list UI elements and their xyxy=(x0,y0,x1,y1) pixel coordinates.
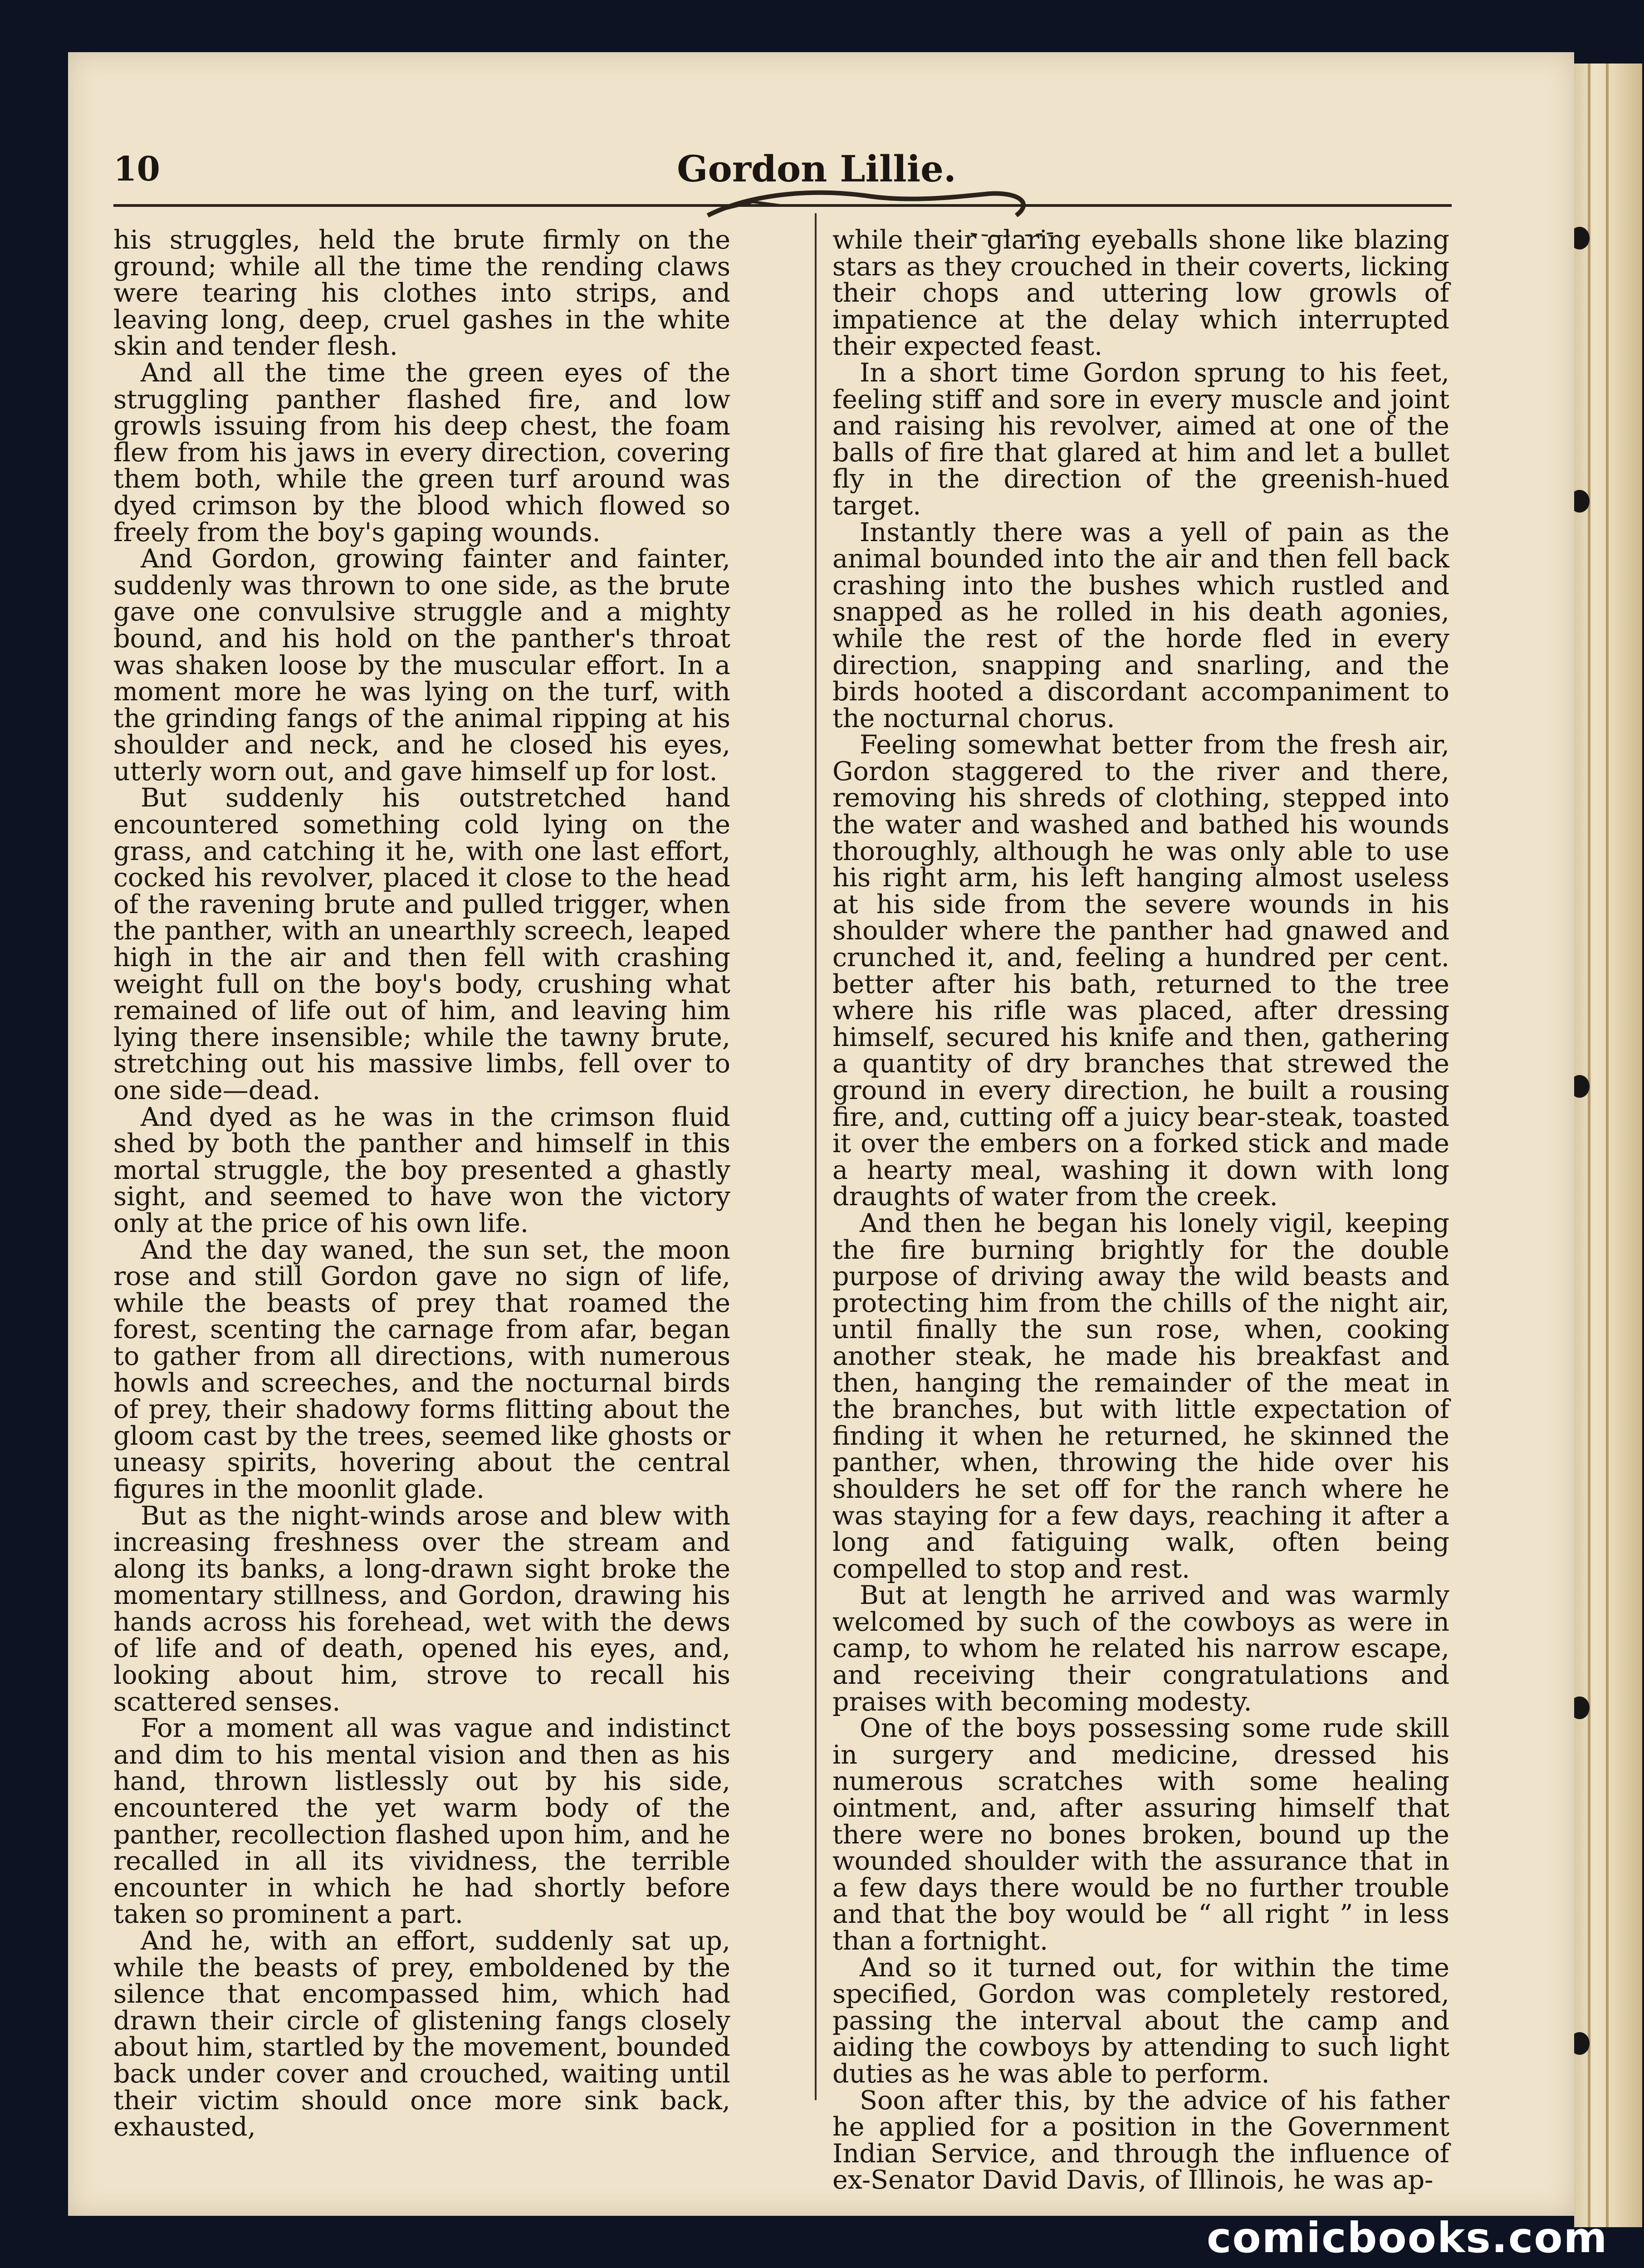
paragraph: And Gordon, growing fainter and fainter, suddenly was thrown to one side, as the brute gave one convulsive struggle and a mighty bound, and his hold on the panther's throat was shaken loose by the muscular effort. In a moment more he was lying on the turf, with the grinding fangs of the animal ripping at his shoulder and neck, and he closed his eyes, utterly worn out, and gave himself up for lost. xyxy=(113,544,730,787)
staple-hole xyxy=(1574,490,1590,513)
paragraph: And he, with an effort, suddenly sat up, while the beasts of prey, emboldened by the silence that encompassed him, which had drawn their circle of glistening fangs closely about him, startled by the movement, bounded back under cover and crouched, waiting until their victim should once more sink back, exhausted, xyxy=(113,1926,730,2142)
paragraph: And so it turned out, for within the time specified, Gordon was completely restored, passing the interval about the camp and aiding the cowboys by attending to such light duties as he was able to perform. xyxy=(832,1952,1449,2089)
staple-hole xyxy=(1574,227,1590,249)
column-divider xyxy=(815,213,817,2100)
header-rule xyxy=(113,204,1452,207)
paragraph: while their glaring eyeballs shone like blazing stars as they crouched in their coverts, licking their chops and uttering low growls of impatience at the delay which interrupted their expected feast. xyxy=(832,225,1449,362)
book-spine xyxy=(1574,64,1642,2227)
paragraph: And all the time the green eyes of the struggling panther flashed fire, and low growls issuing from his deep chest, the foam flew from his jaws in every direction, covering them both, while the green turf around was dyed crimson by the blood which flowed so freely from the boy's gaping wounds. xyxy=(113,357,730,547)
paragraph: Soon after this, by the advice of his father he applied for a position in the Government Indian Service, and through the influence of ex-Senator David Davis, of Illinois, he was ap- xyxy=(832,2085,1449,2195)
paragraph: his struggles, held the brute firmly on the ground; while all the time the rending claws were tearing his clothes into strips, and leaving long, deep, cruel gashes in the white skin and tender flesh. xyxy=(113,225,730,362)
staple-hole xyxy=(1574,1075,1590,1098)
paragraph: But as the night-winds arose and blew with increasing freshness over the stream and along its banks, a long-drawn sight broke the momentary stillness, and Gordon, drawing his hands across his forehead, wet with the dews of life and of death, opened his eyes, and, looking about him, strove to recall his scattered senses. xyxy=(113,1501,730,1717)
paragraph: For a moment all was vague and indistinct and dim to his mental vision and then as his hand, thrown listlessly out by his side, encountered the yet warm body of the panther, recollection flashed upon him, and he recalled in all its vividness, the terrible encounter in which he had shortly before taken so prominent a part. xyxy=(113,1713,730,1930)
paragraph: And the day waned, the sun set, the moon rose and still Gordon gave no sign of life, while the beasts of prey that roamed the forest, scenting the carnage from afar, began to gather from all directions, with numerous howls and screeches, and the nocturnal birds of prey, their shadowy forms flitting about the gloom cast by the trees, seemed like ghosts or uneasy spirits, hovering about the central figures in the moonlit glade. xyxy=(113,1235,730,1504)
paragraph: Feeling somewhat better from the fresh air, Gordon staggered to the river and there, removing his shreds of clothing, stepped into the water and washed and bathed his wounds thoroughly, although he was only able to use his right arm, his left hanging almost useless at his side from the severe wounds in his shoulder where the panther had gnawed and crunched it, and, feeling a hundred per cent. better after his bath, returned to the tree where his rifle was placed, after dressing himself, secured his knife and then, gathering a quantity of dry branches that strewed the ground in every direction, he built a rousing fire, and, cutting off a juicy bear-steak, toasted it over the embers on a forked stick and made a hearty meal, washing it down with long draughts of water from the creek. xyxy=(832,730,1449,1212)
staple-hole xyxy=(1574,1696,1590,1719)
page-number: 10 xyxy=(113,150,160,189)
paragraph: And dyed as he was in the crimson fluid shed by both the panther and himself in this mortal struggle, the boy presented a ghastly sight, and seemed to have won the victory only at the price of his own life. xyxy=(113,1102,730,1238)
paragraph: One of the boys possessing some rude skill in surgery and medicine, dressed his numerous scratches with some healing ointment, and, after assuring himself that there were no bones broken, bound up the wounded shoulder with the assurance that in a few days there would be no further trouble and that the boy would be “ all right ” in less than a fortnight. xyxy=(832,1713,1449,1956)
site-watermark: comicbooks.com xyxy=(1207,2214,1608,2262)
paragraph: But at length he arrived and was warmly welcomed by such of the cowboys as were in camp, to whom he related his narrow escape, and receiving their congratulations and praises with becoming modesty. xyxy=(832,1580,1449,1717)
paragraph: But suddenly his outstretched hand encountered something cold lying on the grass, and catching it he, with one last effort, cocked his revolver, placed it close to the head of the ravening brute and pulled trigger, when the panther, with an unearthly screech, leaped high in the air and then fell with crashing weight full on the boy's body, crushing what remained of life out of him, and leaving him lying there insensible; while the tawny brute, stretching out his massive limbs, fell over to one side—dead. xyxy=(113,783,730,1105)
paragraph: And then he began his lonely vigil, keeping the fire burning brightly for the double purpose of driving away the wild beasts and protecting him from the chills of the night air, until finally the sun rose, when, cooking another steak, he made his breakfast and then, hanging the remainder of the meat in the branches, but with little expectation of finding it when he returned, he skinned the panther, when, throwing the hide over his shoulders he set off for the ranch where he was staying for a few days, reaching it after a long and fatiguing walk, often being compelled to stop and rest. xyxy=(832,1208,1449,1584)
running-head: Gordon Lillie. xyxy=(677,147,956,190)
staple-hole xyxy=(1574,2032,1590,2055)
text-column-left xyxy=(113,227,730,2141)
paragraph: In a short time Gordon sprung to his feet, feeling stiff and sore in every muscle and joint and raising his revolver, aimed at one of the balls of fire that glared at him and let a bullet fly in the direction of the greenish-hued target. xyxy=(832,357,1449,521)
paragraph: Instantly there was a yell of pain as the animal bounded into the air and then fell back crashing into the bushes which rustled and snapped as he rolled in his death agonies, while the rest of the horde fled in every direction, snapping and snarling, and the birds hooted a discordant accompaniment to the nocturnal chorus. xyxy=(832,517,1449,733)
text-column-right xyxy=(832,227,1449,2194)
